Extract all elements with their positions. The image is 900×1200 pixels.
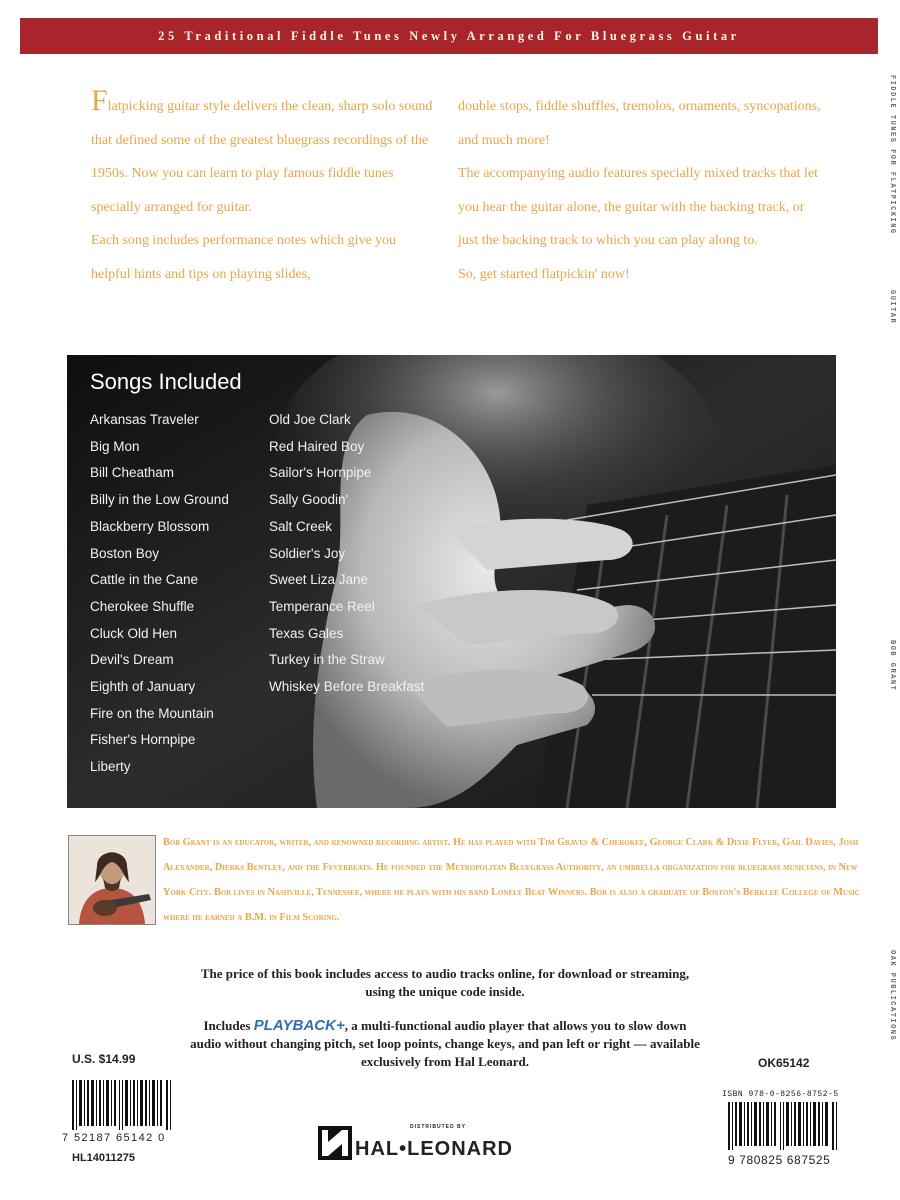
intro-left-column [91, 84, 436, 291]
barcode-right-icon [728, 1102, 838, 1150]
drop-cap: F [91, 84, 108, 117]
song-item: Old Joe Clark [269, 412, 351, 427]
song-item: Texas Gales [269, 625, 344, 641]
guitar-photo-panel [67, 355, 836, 808]
song-item: Fire on the Mountain [90, 705, 214, 721]
hl-code: HL14011275 [72, 1152, 135, 1164]
song-item: Temperance Reel [269, 598, 375, 614]
intro-right-column [458, 90, 828, 291]
playback-description: , a multi-functional audio player that allows you to slow down audio without changing pitch, set loop points, change keys, and pan left or right — available exclusively from Hal Leonard. [190, 1018, 700, 1069]
song-item: Sally Goodin' [269, 492, 349, 508]
song-item: Cattle in the Cane [90, 572, 199, 588]
playback-logo: PLAYBACK+ [253, 1017, 345, 1034]
barcode-left-icon [72, 1080, 172, 1130]
song-item: Big Mon [90, 438, 140, 454]
songs-title: Songs Included [90, 369, 242, 394]
song-item: Turkey in the Straw [269, 652, 385, 668]
author-bio: Bob Grant is an educator, writer, and renowned recording artist. He has played with Tim Graves & Cherokee, George Clark & Dixie Flyer, Gail Davies, Josh Alexander, Dierks Bentley, and the Feverbeats. He founded the Metropolitan Bluegrass Authority, an umbrella organization for bluegrass musicians, in New York City. Bob lives in Nashville, Tennessee, where he plays with his band Lonely Beat Winners. Bob is also a graduate of Boston's Berklee College of Music where he earned a B.M. in Film Scoring. [163, 837, 860, 923]
intro-paragraph-1 [91, 84, 436, 224]
song-item: Cluck Old Hen [90, 625, 178, 641]
song-item: Boston Boy [90, 545, 160, 561]
song-item: Fisher's Hornpipe [90, 732, 196, 748]
song-item: Devil's Dream [90, 652, 174, 668]
song-item: Liberty [90, 759, 131, 775]
barcode-right-digits: 9 780825 687525 [728, 1153, 831, 1167]
includes-label: Includes [203, 1018, 251, 1033]
song-item: Sweet Liza Jane [269, 572, 369, 588]
song-item: Billy in the Low Ground [90, 492, 229, 508]
barcode-left-digits: 7 52187 65142 0 [62, 1132, 166, 1144]
author-photo [68, 835, 156, 925]
song-item: Whiskey Before Breakfast [269, 679, 425, 695]
intro-text-1: latpicking guitar style delivers the clean, sharp solo sound that defined some of the greatest bluegrass recordings of the 1950s. Now you can learn to play famous fiddle tunes specially arranged for guitar. [91, 99, 433, 215]
audio-notice: The price of this book includes access to audio tracks online, for download or streaming, using the unique code inside. [200, 966, 690, 999]
author-portrait-icon [69, 836, 155, 924]
hal-leonard-name: HAL•LEONARD [355, 1138, 513, 1160]
product-code: OK65142 [758, 1056, 810, 1070]
spine-instrument: GUITAR [888, 290, 896, 325]
song-item: Soldier's Joy [269, 545, 346, 561]
intro-paragraph-5: So, get started flatpickin' now! [458, 266, 630, 282]
spine-author: BOB GRANT [888, 640, 896, 692]
distributed-by-label: DISTRIBUTED BY [410, 1124, 466, 1130]
spine-publisher: OAK PUBLICATIONS [888, 950, 896, 1042]
song-list-left [90, 407, 229, 781]
song-item: Bill Cheatham [90, 465, 175, 481]
hal-leonard-logo-icon [318, 1126, 352, 1160]
song-list-right [269, 407, 424, 701]
song-item: Cherokee Shuffle [90, 598, 195, 614]
playback-notice [190, 1017, 700, 1071]
intro-paragraph-4: The accompanying audio features specially mixed tracks that let you hear the guitar alone, the guitar with the backing track, or just the backing track to which you can play along to. [458, 166, 818, 248]
song-item: Blackberry Blossom [90, 518, 210, 534]
price-label: U.S. $14.99 [72, 1052, 136, 1066]
song-item: Salt Creek [269, 518, 333, 534]
song-item: Red Haired Boy [269, 438, 365, 454]
intro-paragraph-2: Each song includes performance notes which give you helpful hints and tips on playing slides, [91, 233, 397, 282]
spine-title: FIDDLE TUNES FOR FLATPICKING [888, 75, 896, 235]
song-item: Arkansas Traveler [90, 412, 199, 427]
intro-paragraph-3: double stops, fiddle shuffles, tremolos, ornaments, syncopations, and much more! [458, 99, 821, 148]
top-banner: 25 Traditional Fiddle Tunes Newly Arranged For Bluegrass Guitar [20, 18, 878, 54]
song-item: Eighth of January [90, 679, 196, 695]
isbn-label: ISBN 978-0-8256-8752-5 [722, 1090, 839, 1099]
song-item: Sailor's Hornpipe [269, 465, 372, 481]
